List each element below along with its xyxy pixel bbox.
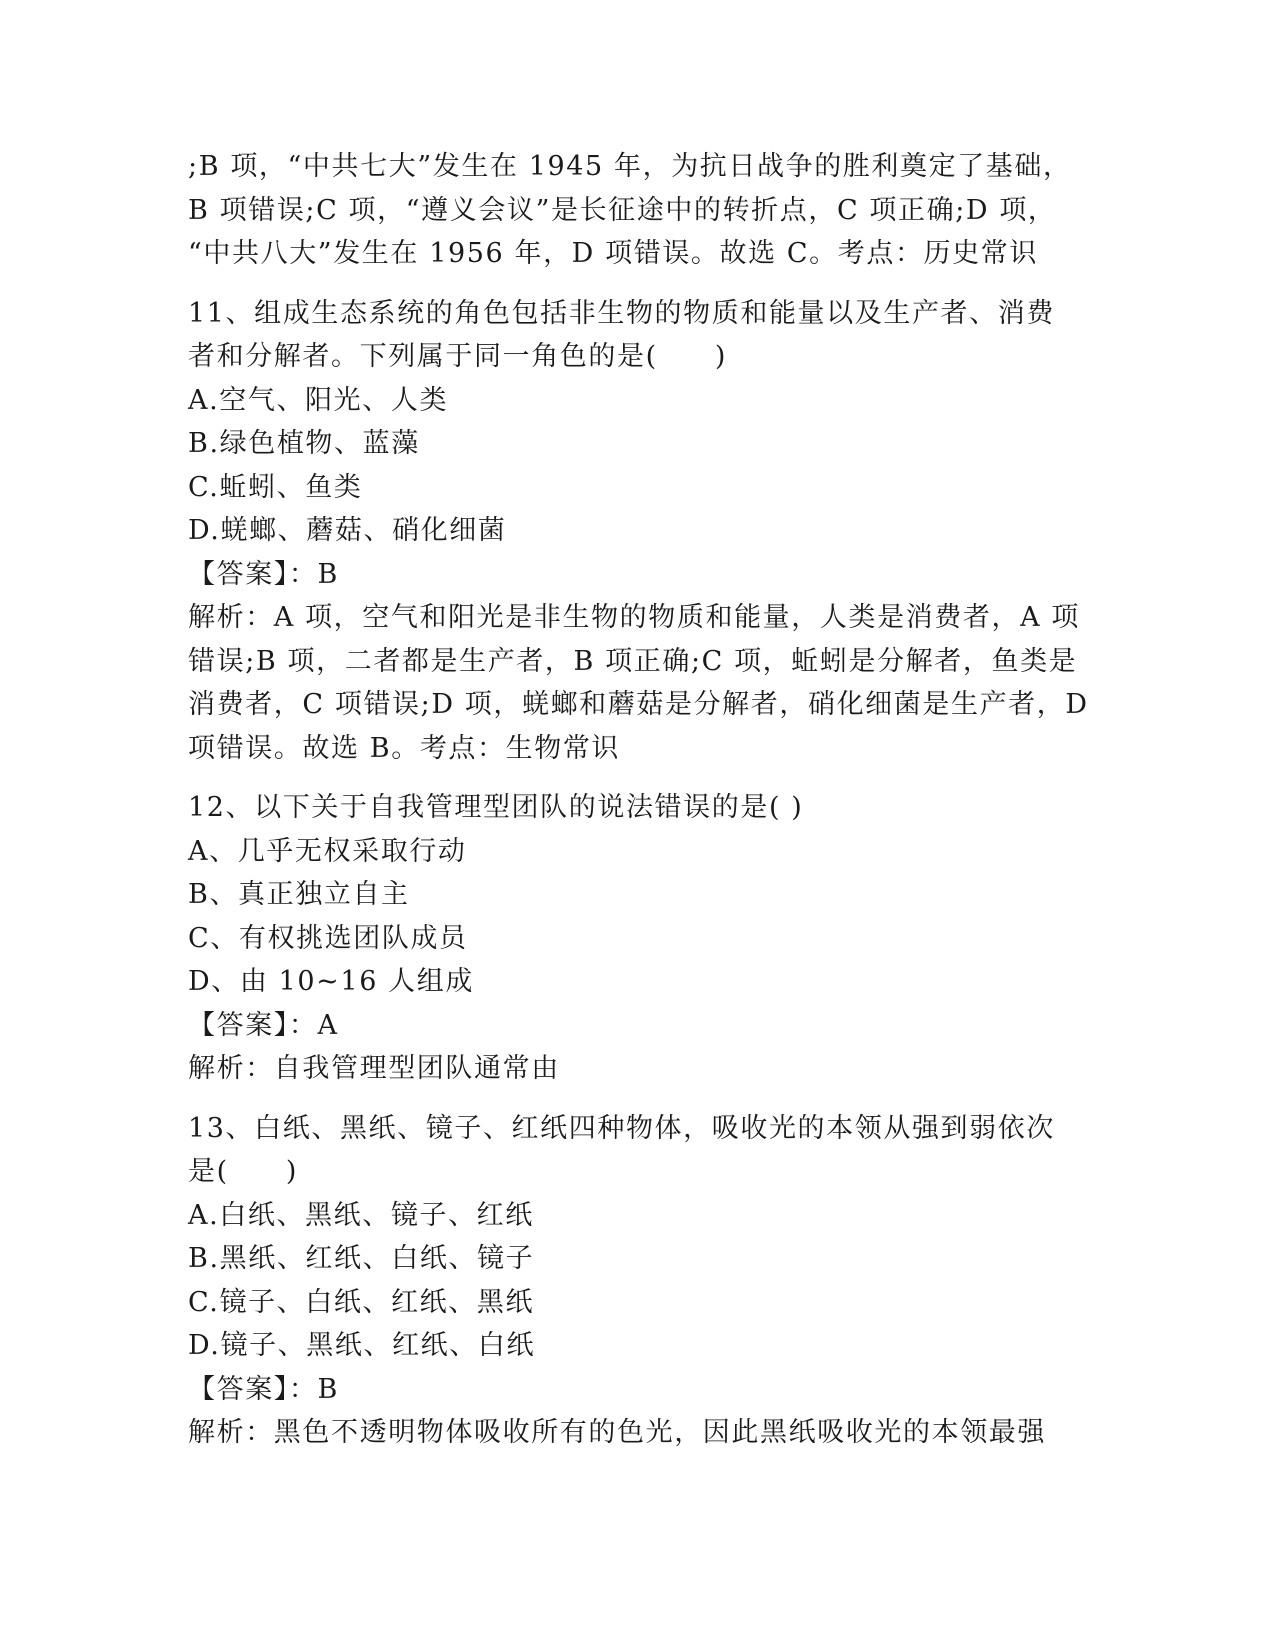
- option-a: A、几乎无权采取行动: [188, 835, 467, 867]
- analysis-text: 项错误。故选 B。考点：生物常识: [188, 732, 621, 764]
- answer-label: 【答案】：B: [188, 558, 339, 590]
- question-stem: 者和分解者。下列属于同一角色的是( ): [188, 341, 728, 372]
- text-line: B 项错误;C 项，“遵义会议”是长征途中的转折点，C 项正确;D 项，: [188, 194, 1057, 226]
- analysis-text: 解析：A 项，空气和阳光是非生物的物质和能量，人类是消费者，A 项: [188, 602, 1080, 633]
- question-stem: 是( ): [188, 1156, 299, 1187]
- option-a: A.空气、阳光、人类: [188, 384, 449, 416]
- analysis-text: 消费者，C 项错误;D 项，蜣螂和蘑菇是分解者，硝化细菌是生产者，D: [188, 689, 1089, 720]
- analysis-text: 错误;B 项，二者都是生产者，B 项正确;C 项，蚯蚓是分解者，鱼类是: [188, 645, 1078, 677]
- question-13: [188, 1107, 1088, 1455]
- page-content: [188, 145, 1088, 1455]
- option-d: D.镜子、黑纸、红纸、白纸: [188, 1330, 536, 1361]
- answer-label: 【答案】：B: [188, 1373, 339, 1405]
- text-line: “中共八大”发生在 1956 年，D 项错误。故选 C。考点：历史常识: [188, 238, 1038, 269]
- option-c: C.镜子、白纸、红纸、黑纸: [188, 1286, 535, 1318]
- question-12: [188, 786, 1088, 1091]
- answer-label: 【答案】：A: [188, 1009, 339, 1041]
- option-d: D.蜣螂、蘑菇、硝化细菌: [188, 515, 507, 546]
- previous-analysis-continuation: [188, 145, 1088, 276]
- option-c: C.蚯蚓、鱼类: [188, 471, 363, 503]
- question-stem: 11、组成生态系统的角色包括非生物的物质和能量以及生产者、消费: [188, 297, 1055, 329]
- text-line: ;B 项，“中共七大”发生在 1945 年，为抗日战争的胜利奠定了基础，: [188, 151, 1072, 182]
- analysis-text: 解析：黑色不透明物体吸收所有的色光，因此黑纸吸收光的本领最强: [188, 1417, 1046, 1448]
- option-c: C、有权挑选团队成员: [188, 922, 468, 954]
- analysis-text: 解析：自我管理型团队通常由: [188, 1053, 560, 1084]
- option-a: A.白纸、黑纸、镜子、红纸: [188, 1199, 534, 1231]
- question-stem: 13、白纸、黑纸、镜子、红纸四种物体，吸收光的本领从强到弱依次: [188, 1112, 1055, 1144]
- question-11: [188, 292, 1088, 771]
- option-b: B.黑纸、红纸、白纸、镜子: [188, 1243, 535, 1274]
- option-b: B.绿色植物、蓝藻: [188, 428, 420, 459]
- option-b: B、真正独立自主: [188, 879, 410, 910]
- question-stem: 12、以下关于自我管理型团队的说法错误的是( ): [188, 792, 804, 823]
- option-d: D、由 10~16 人组成: [188, 966, 474, 997]
